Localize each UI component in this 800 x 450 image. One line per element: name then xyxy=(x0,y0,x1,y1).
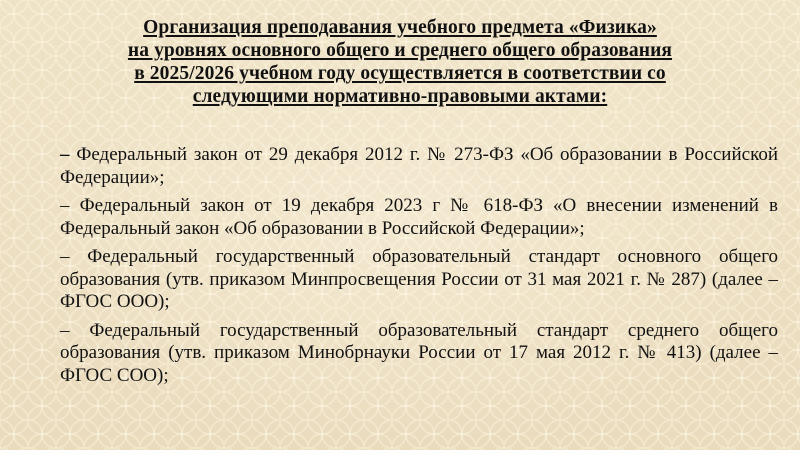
title-line-3: в 2025/2026 учебном году осуществляется в соответствии со xyxy=(134,63,666,84)
dash-bullet: – xyxy=(60,195,70,216)
item-text: Федеральный закон от 29 декабря 2012 г. № 273-ФЗ «Об образовании в Российской Федерации»; xyxy=(60,144,779,188)
list-item-fgos-soo xyxy=(60,320,778,388)
title-line-4: следующими нормативно-правовыми актами: xyxy=(192,86,608,107)
item-text: Федеральный закон от 19 декабря 2023 г № 618-ФЗ «О внесении изменений в Федеральный закон «Об образовании в Российской Федерации»; xyxy=(60,195,778,239)
item-text: Федеральный государственный образовательный стандарт основного общего образования (утв. приказом Минпросвещения России от 31 мая 2021 г. № 287) (далее – ФГОС ООО); xyxy=(60,246,779,312)
slide-title xyxy=(60,16,740,108)
dash-bullet: – xyxy=(60,246,70,267)
item-text: Федеральный государственный образовательный стандарт среднего общего образования (утв. приказом Минобрнауки России от 17 мая 2012 г. № 413) (далее – ФГОС СОО); xyxy=(60,319,778,386)
title-line-1: Организация преподавания учебного предмета «Физика» xyxy=(143,17,657,38)
list-item-law-273 xyxy=(60,144,778,189)
title-line-2: на уровнях основного общего и среднего общего образования xyxy=(127,40,673,61)
dash-bullet: – xyxy=(60,319,70,341)
list-item-fgos-ooo xyxy=(60,246,778,314)
list-item-law-618 xyxy=(60,195,778,240)
dash-bullet: – xyxy=(60,144,70,165)
legal-acts-list xyxy=(60,144,778,393)
